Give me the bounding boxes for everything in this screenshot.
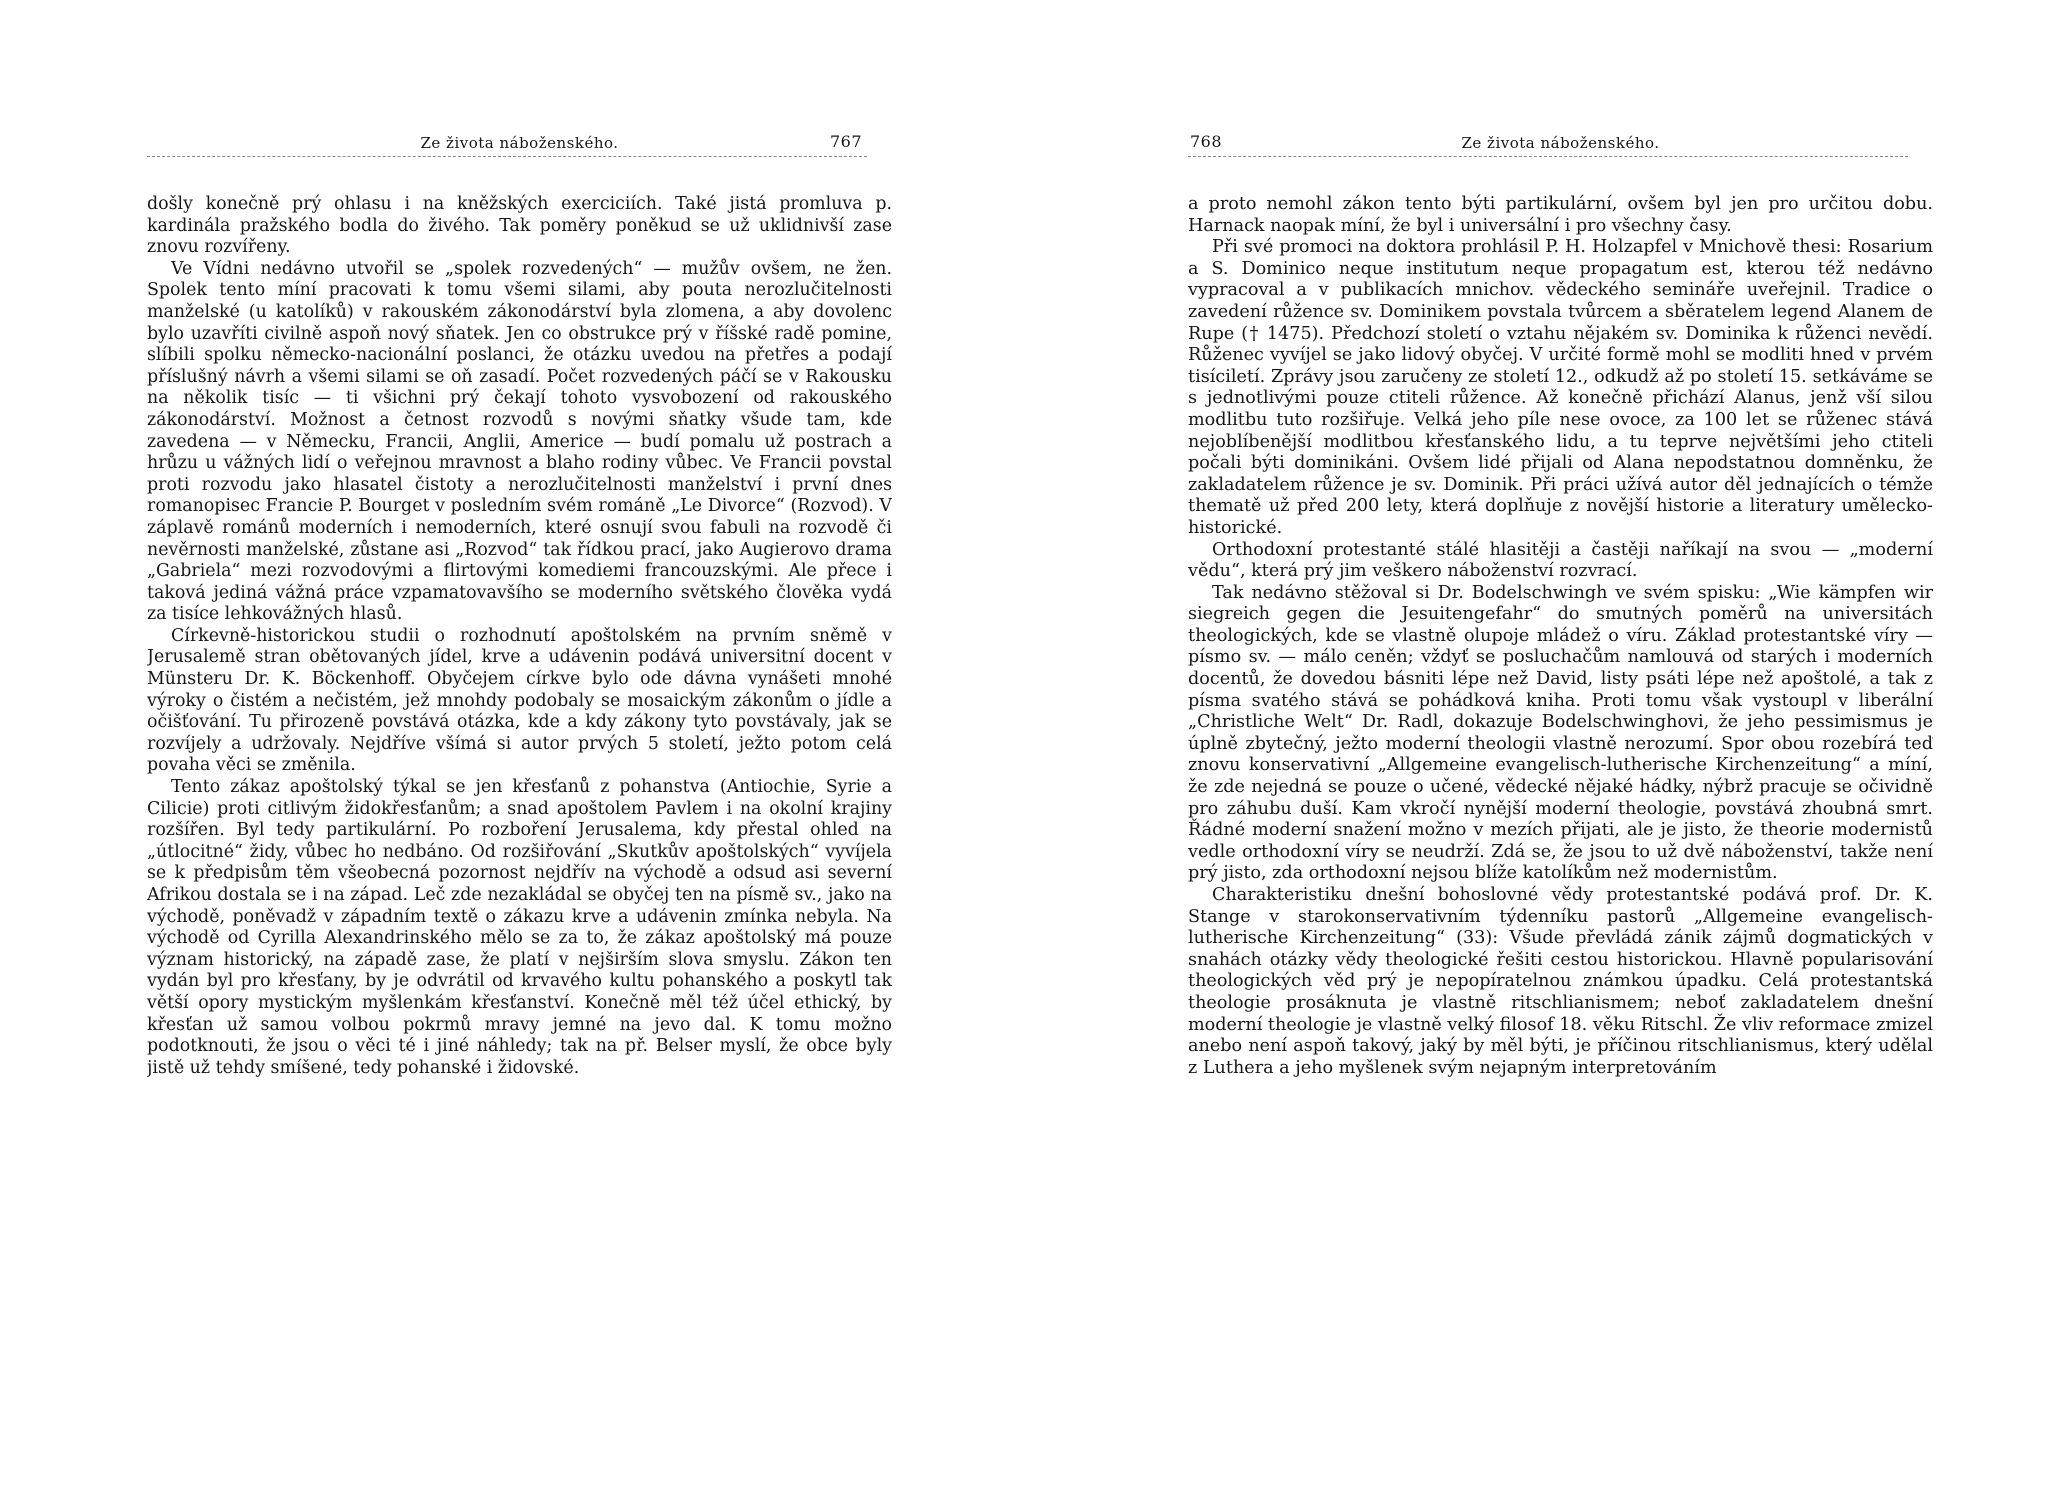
paragraph: Charakteristiku dnešní bohoslovné vědy protestantské podává prof. Dr. K. Stange v starokonservativním týdenníku pastorů „Allgemeine evangelisch-lutherische Kirchenzeitung“ (33): Všude převládá zánik zájmů dogmatických v snahách otázky vědy theologické řešiti cestou historickou. Hlavně popularisování theologických věd prý je nepopíratelnou známkou úpadku. Celá protestantská theologie prosáknuta je vlastně ritschlianismem; neboť zakladatelem dnešní moderní theologie je vlastně velký filosof 18. věku Ritschl. Že vliv reformace zmizel anebo není aspoň takový, jaký by měl býti, je příčinou ritschlianismus, který udělal z Luthera a jeho myšlenek svým nejapným interpretováním <box>1188 885 1933 1078</box>
paragraph: a proto nemohl zákon tento býti partikulární, ovšem byl jen pro určitou dobu. Harnack naopak míní, že byl i universální i pro všechny časy. <box>1188 194 1933 236</box>
paragraph: Tento zákaz apoštolský týkal se jen křesťanů z pohanstva (Antiochie, Syrie a Cilicie) proti citlivým židokřesťanům; a snad apoštolem Pavlem i na okolní krajiny rozšířen. Byl tedy partikulární. Po rozboření Jerusalema, kdy přestal ohled na „útlocitné“ židy, vůbec ho nedbáno. Od rozšiřování „Skutkův apoštolských“ vyvíjela se k předpisům těm všeobecná pozornost nejdřív na východě a odsud asi severní Afrikou dostala se i na západ. Leč zde nezakládal se obyčej ten na písmě sv., jako na východě, poněvadž v západním textě o zákazu krve a udávenin zmínka nebyla. Na východě od Cyrilla Alexandrinského mělo se za to, že zákaz apoštolský má pouze význam historický, na západě zase, že platí v nejširším slova smyslu. Zákon ten vydán byl pro křesťany, by je odvrátil od krvavého kultu pohanského a poskytl tak větší opory mystickým myšlenkám křesťanství. Konečně měl též účel ethický, by křesťan už samou volbou pokrmů mravy jemné na jevo dal. K tomu možno podotknouti, že jsou o věci té i jiné náhledy; tak na př. Belser myslí, že obce byly jistě už tehdy smíšené, tedy pohanské i židovské. <box>147 777 892 1078</box>
paragraph: Tak nedávno stěžoval si Dr. Bodelschwingh ve svém spisku: „Wie kämpfen wir siegreich gegen die Jesuitengefahr“ do smutných poměrů na universitách theologických, kde se vlastně olupoje mládež o víru. Základ protestantské víry — písmo sv. — málo ceněn; vždyť se posluchačům namlouvá od starých i moderních docentů, že dovedou básniti lépe než David, listy psáti lépe než apoštolé, a tak z písma svatého stává se pohádková kniha. Proti tomu však vystoupl v liberální „Christliche Welt“ Dr. Radl, dokazuje Bodelschwinghovi, že jeho pessimismus je úplně zbytečný, ježto moderní theologii vlastně nerozumí. Spor obou rozebírá teď znovu konservativní „Allgemeine evangelisch-lutherische Kirchenzeitung“ a míní, že zde nejedná se pouze o učené, vědecké nějaké hádky, nýbrž pracuje se očividně pro záhubu duší. Kam vkročí nynější moderní theologie, povstává zhoubná smrt. Řádné moderní snažení možno v mezích přijati, ale je jisto, že theorie modernistů vedle orthodoxní víry se neudrží. Zdá se, že jsou to už dvě náboženství, takže není prý jisto, zda orthodoxní nejsou blíže katolíkům než modernistům. <box>1188 582 1933 884</box>
left-running-title: Ze života náboženského. <box>420 134 619 152</box>
right-running-title: Ze života náboženského. <box>1461 134 1660 152</box>
paragraph: Orthodoxní protestanté stálé hlasitěji a častěji naříkají na svou — „moderní vědu“, která prý jim veškero náboženství rozvrací. <box>1188 539 1933 582</box>
right-page <box>1188 128 1933 1428</box>
left-running-head <box>147 128 892 158</box>
paragraph: Při své promoci na doktora prohlásil P. H. Holzapfel v Mnichově thesi: Rosarium a S. Dominico neque institutum neque propagatum est, kterou též nedávno vypracoval a v publikacích mnichov. vědeckého semináře uveřejnil. Tradice o zavedení růžence sv. Dominikem povstala tvůrcem a sběratelem legend Alanem de Rupe († 1475). Předchozí století o vztahu nějakém sv. Dominika k růženci nevědí. Růženec vyvíjel se jako lidový obyčej. V určité formě mohl se modliti hned v prvém tisíciletí. Zprávy jsou zaručeny ze století 12., odkudž až po století 15. setkáváme se s jednotlivými pouze ctiteli růžence. Až konečně přichází Alanus, jenž vší silou modlitbu tuto rozšiřuje. Velká jeho píle nese ovoce, za 100 let se růženec stává nejoblíbenější modlitbou křesťanského lidu, a tu teprve největšími jeho ctiteli počali býti dominikáni. Ovšem lidé přijali od Alana nepodstatnou domněnku, že zakladatelem růžence je sv. Dominik. Při práci užívá autor děl jednajících o témže thematě už před 200 lety, která doplňuje z novější historie a literatury umělecko-historické. <box>1188 237 1933 538</box>
paragraph: Církevně-historickou studii o rozhodnutí apoštolském na prvním sněmě v Jerusalemě stran obětovaných jídel, krve a udávenin podává universitní docent v Münsteru Dr. K. Böckenhoff. Obyčejem církve bylo ode dávna vynášeti mnohé výroky o čistém a nečistém, jež mnohdy podobaly se mosaickým zákonům o jídle a očišťování. Tu přirozeně povstává otázka, kde a kdy zákony tyto povstávaly, jak se rozvíjely a udržovaly. Nejdříve všímá si autor prvých 5 století, ježto potom celá povaha věci se změnila. <box>147 625 892 776</box>
right-page-body <box>1188 194 1933 1079</box>
right-head-rule <box>1188 156 1908 157</box>
paragraph: Ve Vídni nedávno utvořil se „spolek rozvedených“ — mužův ovšem, ne žen. Spolek tento míní pracovati k tomu všemi silami, aby pouta nerozlučitelnosti manželské (u katolíků) v rakouském zákonodárství byla zlomena, a aby dovolenc bylo uzavříti civilně aspoň nový sňatek. Jen co obstrukce prý v říšské radě pomine, slíbili spolku německo-nacionální poslanci, že otázku uvedou na přetřes a podají příslušný návrh a všemi silami se oň zasadí. Počet rozvedených páčí se v Rakousku na několik tisíc — ti všichni prý čekají tohoto vysvobození od rakouského zákonodárství. Možnost a četnost rozvodů s novými sňatky všude tam, kde zavedena — v Německu, Francii, Anglii, Americe — budí pomalu už postrach a hrůzu u vážných lidí o veřejnou mravnost a blaho rodiny vůbec. Ve Francii povstal proti rozvodu jako hlasatel čistoty a nerozlučitelnosti manželství i první dnes romanopisec Francie P. Bourget v posledním svém románě „Le Divorce“ (Rozvod). V záplavě románů moderních i nemoderních, které osnují svou fabuli na rozvodě či nevěrnosti manželské, zůstane asi „Rozvod“ tak řídkou prací, jako Augierovo drama „Gabriela“ mezi rozvodovými a flirtovými komediemi francouzskými. Ale přece i taková jediná vážná práce vzpamatovavšího se moderního světského člověka vydá za tisíce lehkovážných hlasů. <box>147 258 892 625</box>
paragraph: došly konečně prý ohlasu i na kněžských exerciciích. Také jistá promluva p. kardinála pražského bodla do živého. Tak poměry poněkud se už uklidnivší zase znovu rozvířeny. <box>147 194 892 258</box>
left-head-rule <box>147 156 867 157</box>
right-running-head <box>1188 128 1933 158</box>
left-page-number: 767 <box>829 132 862 151</box>
left-page <box>147 128 892 1428</box>
right-page-number: 768 <box>1190 132 1223 151</box>
left-page-body <box>147 194 892 1079</box>
